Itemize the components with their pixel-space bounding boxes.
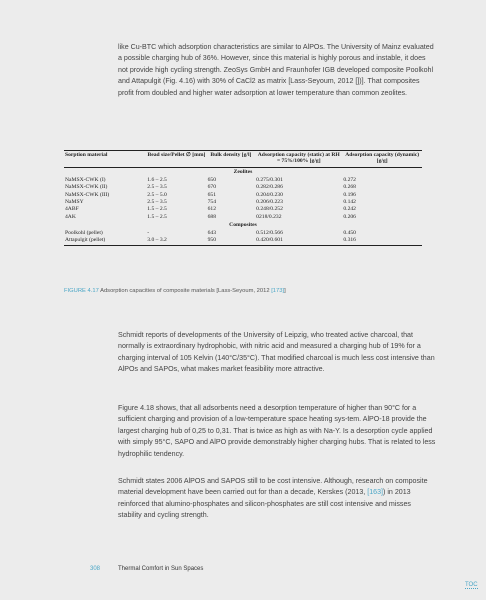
cell-material: Attapulgit (pellet) <box>65 237 106 244</box>
cell-bead-size: 2.5 – 3.5 <box>147 184 167 191</box>
cell-dynamic-capacity: 0.316 <box>343 237 356 244</box>
cell-bulk-density: 688 <box>207 213 216 220</box>
cell-material: 4AK <box>65 213 76 220</box>
group-row-zeolites <box>64 167 422 177</box>
table-row <box>64 199 422 206</box>
table-row <box>64 177 422 184</box>
cell-material: NaMSX-CWK (II) <box>65 184 108 191</box>
page-number: 308 <box>90 566 101 572</box>
cell-bead-size: 1.6 – 2.5 <box>147 177 167 184</box>
cell-material: NaMSX-CWK (III) <box>65 191 110 198</box>
cell-static-capacity: 0.420/0.601 <box>256 237 283 244</box>
cell-bead-size: 2.5 – 5.0 <box>147 191 167 198</box>
header-static-capacity: Adsorption capacity (static) at RH = 75%/100% [g/g] <box>257 152 340 165</box>
cell-static-capacity: 0.275/0.301 <box>256 177 283 184</box>
kerskes-reference-link[interactable]: [163] <box>367 488 384 497</box>
caption-text: Adsorption capacities of composite materials [Lass-Seyoum, 2012 <box>98 288 272 294</box>
table-row <box>64 184 422 191</box>
cell-bulk-density: 950 <box>207 237 216 244</box>
cell-static-capacity: 0.512/0.566 <box>256 230 283 237</box>
group-label-zeolites: Zeolites <box>233 168 253 175</box>
cell-bead-size: - <box>147 230 150 237</box>
cell-dynamic-capacity: 0.142 <box>343 199 356 205</box>
cell-material: 4ABF <box>65 206 79 213</box>
cell-dynamic-capacity: 0.196 <box>343 191 356 198</box>
cell-bead-size: 3.0 – 3.2 <box>147 237 167 244</box>
header-dynamic-capacity: Adsorption capacity (dynamic) [g/g] <box>345 152 420 165</box>
leipzig-paragraph: Schmidt reports of developments of the University of Leipzig, who treated active charcoal, that normally is extraordinary hydrophobic, with nitric acid and measured a charging hub of 19% for a charging interval of 105 Kelvin (140°C/35°C). That modified charcoal is much less cost intensive than AlPOs and SAPOs, what makes market feasibility more attractive. <box>118 331 435 374</box>
table-row <box>64 214 422 221</box>
header-bulk-density: Bulk density [g/l] <box>210 152 252 158</box>
cell-bulk-density: 670 <box>207 184 216 191</box>
caption-end: ] <box>284 288 286 294</box>
header-sorption-material: Sorption material <box>65 152 108 158</box>
header-bead-size: Bead size/Pellet ∅ [mm] <box>147 152 206 158</box>
table-row <box>64 192 422 199</box>
cell-static-capacity: 0.248/0.252 <box>256 206 283 213</box>
cell-bead-size: 2.5 – 3.5 <box>147 199 167 205</box>
table-row <box>64 237 422 245</box>
group-label-composites: Composites <box>229 221 257 228</box>
figure-4-18-paragraph: Figure 4.18 shows, that all adsorbents need a desorption temperature of higher than 90°C for a sufficient charging and provision of a low-temperature space heating sys-tem. AlPO-18 provide the largest charging hub of 0,25 to 0,31. That is twice as high as with Na-Y. Is a desorption cycle applied with simply 95°C, SAPO and AlPO provide demonstrably higher charging hubs. That is related to less hydrophilic tendency. <box>118 404 436 458</box>
intro-paragraph: like Cu-BTC which adsorption characteristics are similar to AlPOs. The University of Mainz evaluated a possible charging hub of 36%. However, since this material is highly porous and instable, it does not provide high cycling strength. ZeoSys GmbH and Fraunhofer IGB developed composite Poolkohl and Attapulgit (Fig. 4.16) with 30% of CaCl2 as matrix [Lass-Seyoum, 2012 [])]. That composites profit from doubled and higher water adsorption at lower temperature than common zeolites. <box>118 43 434 97</box>
cell-static-capacity: 0.204/0.230 <box>256 191 283 198</box>
cost-paragraph <box>118 476 436 522</box>
table-row <box>64 206 422 213</box>
cell-bulk-density: 651 <box>207 191 216 198</box>
figure-label: FIGURE 4.17 <box>64 288 99 294</box>
cell-material: Poolkohl (pellet) <box>65 230 103 237</box>
cost-text-after: ) in 2013 reinforced that alumino-phosphates and silicon-phosphates are still cost intensive and misses stability and cycling strength. <box>118 488 411 520</box>
cell-dynamic-capacity: 0.242 <box>343 206 356 213</box>
cell-dynamic-capacity: 0.206 <box>343 213 356 220</box>
cell-bead-size: 1.5 – 2.5 <box>147 206 167 213</box>
cell-bulk-density: 612 <box>207 206 216 213</box>
figure-caption <box>64 288 286 294</box>
cell-dynamic-capacity: 0.268 <box>343 184 356 191</box>
adsorption-table <box>64 150 422 246</box>
cell-dynamic-capacity: 0.450 <box>343 230 356 237</box>
cell-static-capacity: 0218/0.232 <box>256 213 282 220</box>
cell-static-capacity: 0.282/0.286 <box>256 184 283 191</box>
cell-dynamic-capacity: 0.272 <box>343 177 356 184</box>
cell-bulk-density: 643 <box>207 230 216 237</box>
cost-text-before: Schmidt states 2006 AlPOS and SAPOS still to be cost intensive. Although, research on composite material development have been carried out for than a decade, Kerskes (2013, <box>118 477 428 497</box>
group-row-composites <box>64 221 422 230</box>
table-header-row <box>64 151 422 168</box>
book-title: Thermal Comfort in Sun Spaces <box>118 566 204 572</box>
cell-bead-size: 1.5 – 2.5 <box>147 213 167 220</box>
cell-material: NaMSX-CWK (I) <box>65 177 106 184</box>
table-row <box>64 230 422 237</box>
cell-material: NaMSY <box>65 199 84 205</box>
toc-link[interactable]: TOC <box>465 582 478 588</box>
cell-bulk-density: 754 <box>207 199 216 205</box>
caption-reference-link[interactable]: [173] <box>271 288 285 294</box>
cell-bulk-density: 650 <box>207 177 216 184</box>
cell-static-capacity: 0.206/0.223 <box>256 199 283 205</box>
